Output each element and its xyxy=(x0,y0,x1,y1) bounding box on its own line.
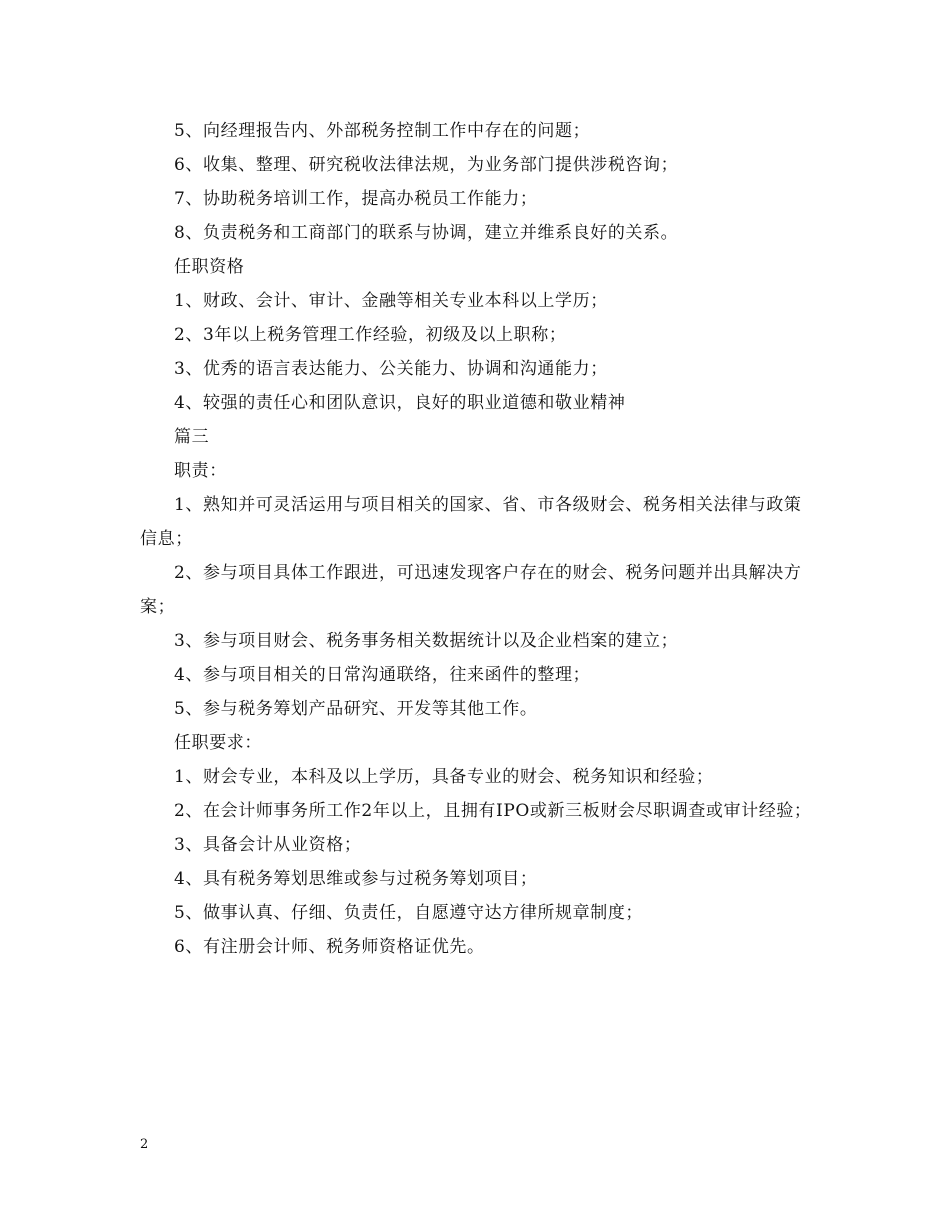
paragraph: 1、熟知并可灵活运用与项目相关的国家、省、市各级财会、税务相关法律与政策信息； xyxy=(140,495,802,549)
paragraph: 3、具备会计从业资格； xyxy=(174,835,362,855)
document-body xyxy=(140,114,812,964)
section-heading: 任职资格 xyxy=(174,257,245,277)
paragraph: 4、较强的责任心和团队意识，良好的职业道德和敬业精神 xyxy=(174,393,626,413)
paragraph: 3、参与项目财会、税务事务相关数据统计以及企业档案的建立； xyxy=(174,631,679,651)
page-number: 2 xyxy=(140,1137,149,1152)
paragraph: 3、优秀的语言表达能力、公关能力、协调和沟通能力； xyxy=(174,359,608,379)
paragraph: 7、协助税务培训工作，提高办税员工作能力； xyxy=(174,189,538,209)
paragraph: 8、负责税务和工商部门的联系与协调，建立并维系良好的关系。 xyxy=(174,223,679,243)
paragraph: 6、有注册会计师、税务师资格证优先。 xyxy=(174,937,485,957)
section-heading: 任职要求： xyxy=(174,733,262,753)
paragraph: 1、财会专业，本科及以上学历，具备专业的财会、税务知识和经验； xyxy=(174,767,714,787)
paragraph: 5、参与税务筹划产品研究、开发等其他工作。 xyxy=(174,699,538,719)
paragraph: 5、向经理报告内、外部税务控制工作中存在的问题； xyxy=(174,121,591,141)
paragraph: 2、参与项目具体工作跟进，可迅速发现客户存在的财会、税务问题并出具解决方案； xyxy=(140,563,802,617)
paragraph: 2、在会计师事务所工作2年以上，且拥有IPO或新三板财会尽职调查或审计经验； xyxy=(174,801,812,821)
paragraph: 2、3年以上税务管理工作经验，初级及以上职称； xyxy=(174,325,567,345)
paragraph: 4、具有税务筹划思维或参与过税务筹划项目； xyxy=(174,869,538,889)
section-heading: 职责： xyxy=(174,461,227,481)
paragraph: 5、做事认真、仔细、负责任，自愿遵守达方律所规章制度； xyxy=(174,903,644,923)
section-heading: 篇三 xyxy=(174,427,210,447)
paragraph: 4、参与项目相关的日常沟通联络，往来函件的整理； xyxy=(174,665,591,685)
paragraph: 6、收集、整理、研究税收法律法规，为业务部门提供涉税咨询； xyxy=(174,155,679,175)
paragraph: 1、财政、会计、审计、金融等相关专业本科以上学历； xyxy=(174,291,608,311)
